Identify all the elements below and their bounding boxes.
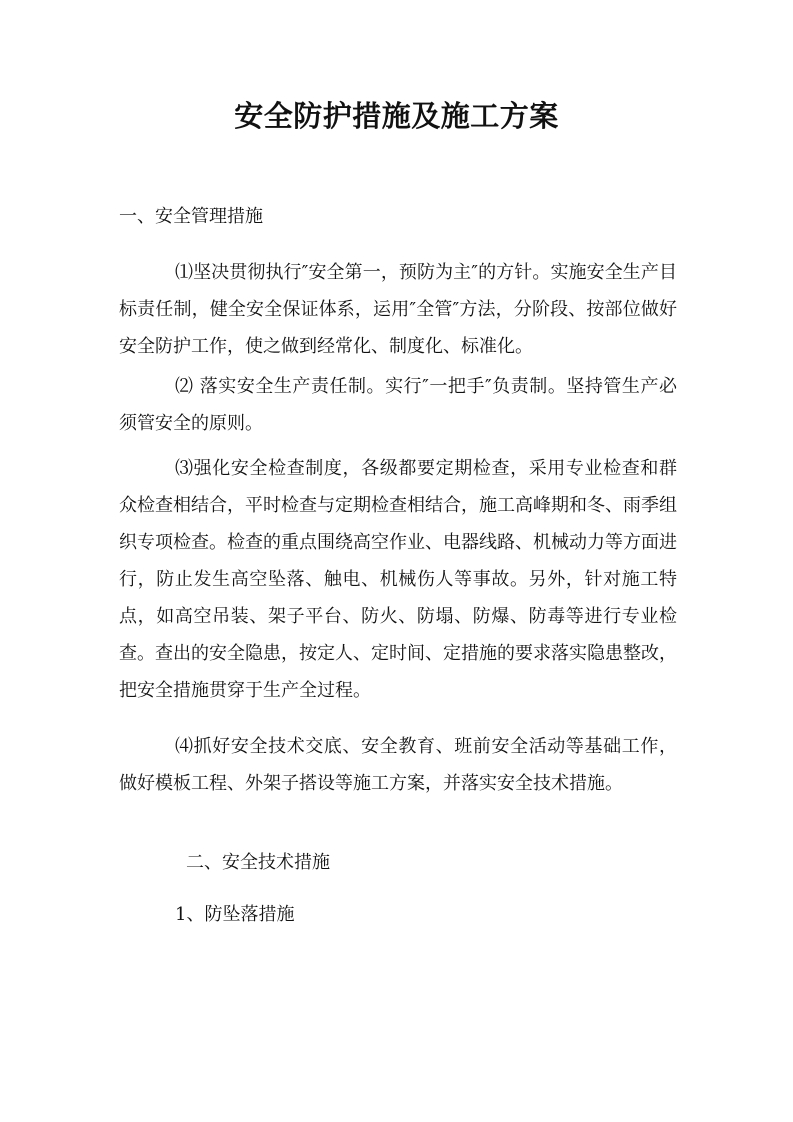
document-title: 安全防护措施及施工方案 [234,99,559,133]
paragraph-1: ⑴坚决贯彻执行″安全第一，预防为主″的方针。实施安全生产目标责任制，健全安全保证体系，运用″全管″方法，分阶段、按部位做好安全防护工作，使之做到经常化、制度化、标准化。 [119,262,677,357]
paragraph-3: ⑶强化安全检查制度，各级都要定期检查，采用专业检查和群众检查相结合，平时检查与定期检查相结合，施工高峰期和冬、雨季组织专项检查。检查的重点围绕高空作业、电器线路、机械动力等方面进行，防止发生高空坠落、触电、机械伤人等事故。另外，针对施工特点，如高空吊装、架子平台、防火、防塌、防爆、防毒等进行专业检查。查出的安全隐患，按定人、定时间、定措施的要求落实隐患整改，把安全措施贯穿于生产全过程。 [119,458,677,701]
paragraph-2: ⑵ 落实安全生产责任制。实行″一把手″负责制。坚持管生产必须管安全的原则。 [119,376,677,434]
section-heading-safety-management: 一、安全管理措施 [119,206,263,227]
subsection-heading-fall-prevention: 1、防坠落措施 [175,904,295,925]
paragraph-4: ⑷抓好安全技术交底、安全教育、班前安全活动等基础工作，做好模板工程、外架子搭设等施工方案，并落实安全技术措施。 [119,736,677,794]
section-heading-safety-technical: 二、安全技术措施 [186,852,330,873]
